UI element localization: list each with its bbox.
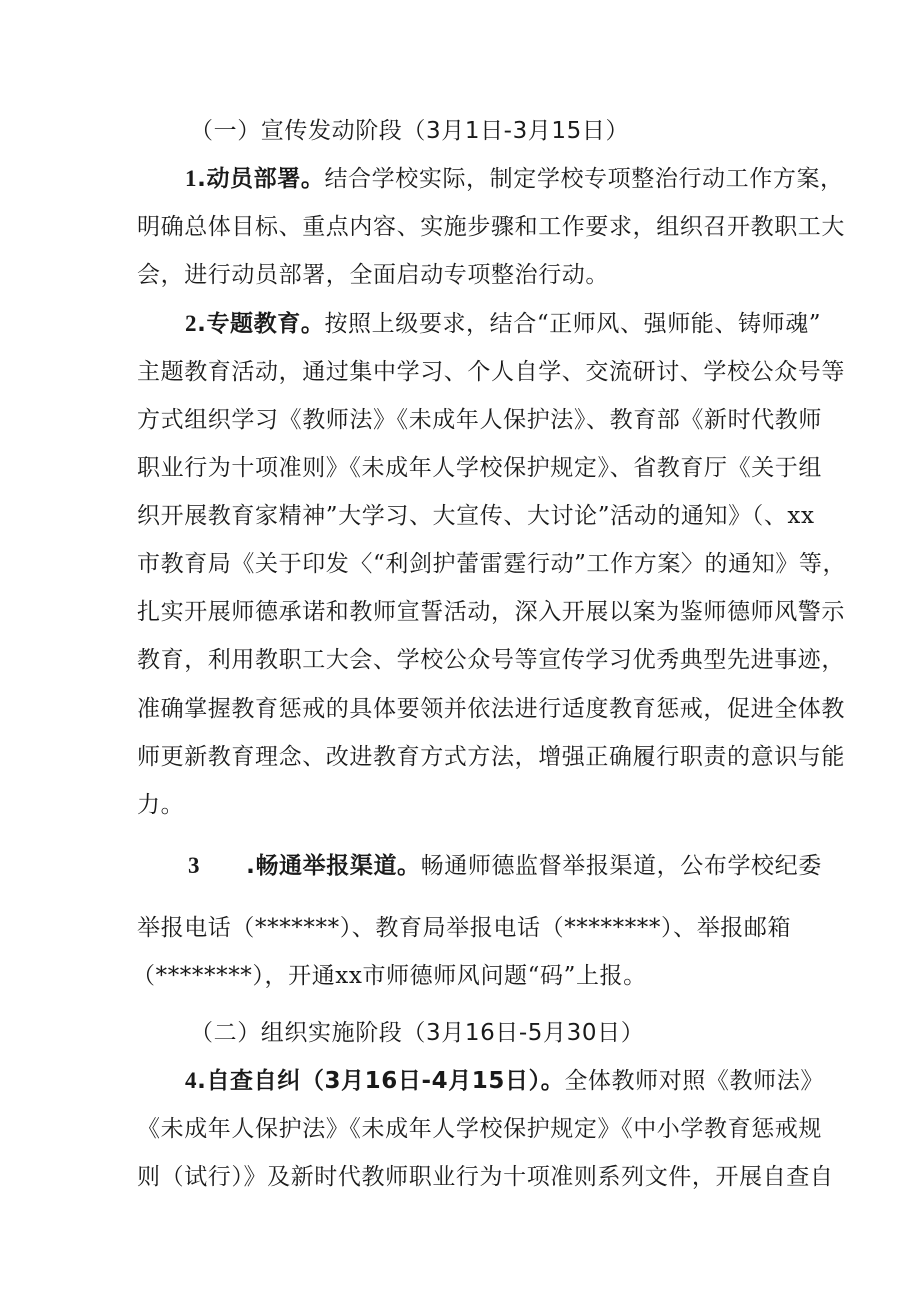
item-1-text: 结合学校实际，制定学校专项整治行动工作方案， [324,166,844,192]
item-2-line: 教育，利用教职工大会、学校公众号等宣传学习优秀典型先进事迹， [137,647,845,673]
item-2-text: 按照上级要求，结合“正师风、强师能、铸师魂” [324,311,822,337]
item-3-line: 举报电话（*******）、教育局举报电话（********）、举报邮箱 [137,915,792,941]
item-1-first-line [185,164,844,194]
item-3-first-line [188,851,822,881]
item-2-line: 扎实开展师德承诺和教师宣誓活动，深入开展以案为鉴师德师风警示 [137,599,845,625]
item-2-line: 职业行为十项准则》《未成年人学校保护规定》、省教育厅《关于组 [137,455,822,481]
item-1-title: .动员部署。 [197,166,325,192]
item-2-title: .专题教育。 [197,311,325,337]
item-4-text: 全体教师对照《教师法》 [564,1068,824,1094]
section-heading-1: （一）宣传发动阶段（3月1日-3月15日） [190,118,630,144]
item-2-line: 力。 [137,792,185,818]
item-4-line: 则（试行）》及新时代教师职业行为十项准则系列文件，开展自查自 [137,1164,834,1190]
item-1-line: 会，进行动员部署，全面启动专项整治行动。 [137,262,609,288]
item-3-text: 畅通师德监督举报渠道，公布学校纪委 [420,853,822,879]
item-3-number: 3 [188,853,201,878]
section-heading-2: （二）组织实施阶段（3月16日-5月30日） [190,1020,645,1046]
item-2-line: 准确掌握教育惩戒的具体要领并依法进行适度教育惩戒，促进全体教 [137,696,845,722]
item-2-first-line [185,309,821,339]
item-2-line: 市教育局《关于印发〈“利剑护蕾雷霆行动”工作方案〉的通知》等， [137,551,847,577]
item-4-line: 《未成年人保护法》《未成年人学校保护规定》《中小学教育惩戒规 [137,1116,822,1142]
item-2-line: 主题教育活动，通过集中学习、个人自学、交流研讨、学校公众号等 [137,359,845,385]
item-2-line: 师更新教育理念、改进教育方式方法，增强正确履行职责的意识与能 [137,744,845,770]
item-4-number: 4 [185,1068,198,1093]
item-2-number: 2 [185,311,198,336]
item-4-first-line [185,1066,824,1096]
item-3-title: .畅通举报渠道。 [246,853,421,879]
item-2-line: 方式组织学习《教师法》《未成年人保护法》、教育部《新时代教师 [137,407,822,433]
item-4-title: .自查自纠（3月16日-4月15日）。 [197,1068,565,1094]
item-3-line: （********），开通xx市师德师风问题“码”上报。 [132,963,647,989]
item-2-line: 织开展教育家精神”大学习、大宣传、大讨论”活动的通知》（、xx [137,503,815,529]
item-1-number: 1 [185,166,198,191]
item-1-line: 明确总体目标、重点内容、实施步骤和工作要求，组织召开教职工大 [137,214,845,240]
